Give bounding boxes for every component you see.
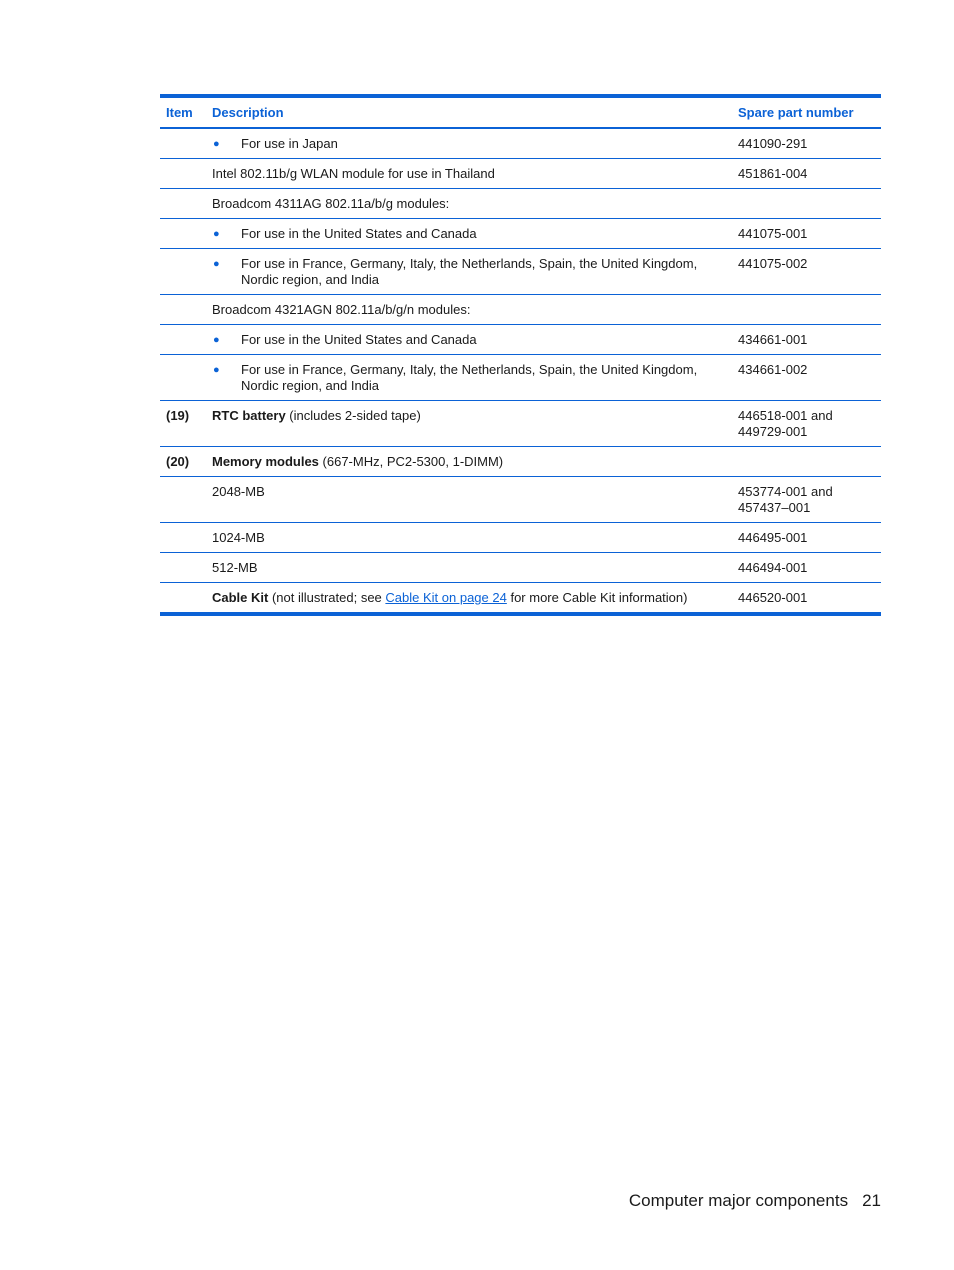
row-description: 2048-MB: [212, 484, 265, 499]
row-spare-part-number: 441075-001: [738, 226, 808, 241]
row-item: [160, 249, 207, 294]
row-spare-part-number: [732, 447, 881, 476]
row-description-text: For use in France, Germany, Italy, the Netherlands, Spain, the United Kingdom, Nordic region, and India: [241, 362, 698, 393]
row-description: [207, 249, 732, 294]
row-description-text: For use in the United States and Canada: [241, 226, 477, 241]
row-spare-part-number: [732, 189, 881, 218]
row-description-pre: (not illustrated; see: [268, 590, 386, 605]
footer-section-title: Computer major components: [628, 1191, 849, 1210]
row-item: [160, 355, 207, 400]
table-header-row: [160, 98, 881, 129]
table-row: [160, 553, 881, 583]
bullet-icon: ●: [213, 334, 220, 346]
bullet-icon: ●: [213, 138, 220, 150]
row-spare-part-number: 446494-001: [738, 560, 808, 575]
table-row: [160, 159, 881, 189]
header-description: Description: [212, 105, 284, 120]
page-footer: [629, 1191, 881, 1211]
row-spare-part-number: 441090-291: [738, 136, 808, 151]
table-row: [160, 477, 881, 523]
row-description-rest: (includes 2-sided tape): [285, 408, 421, 423]
row-description-bold: Memory modules: [212, 454, 319, 469]
row-item: (19): [166, 408, 190, 423]
row-description-text: For use in the United States and Canada: [241, 332, 477, 347]
row-spare-part-number: [732, 295, 881, 324]
row-description: Broadcom 4311AG 802.11a/b/g modules:: [212, 196, 450, 211]
row-description-bold: RTC battery: [212, 408, 286, 423]
row-description: 1024-MB: [212, 530, 265, 545]
table-row: [160, 401, 881, 447]
cable-kit-link[interactable]: Cable Kit on page 24: [385, 590, 507, 605]
row-item: [160, 295, 207, 324]
row-item: [160, 189, 207, 218]
table-row: [160, 447, 881, 477]
bullet-icon: ●: [213, 228, 220, 240]
row-description-rest: (667-MHz, PC2-5300, 1-DIMM): [318, 454, 504, 469]
row-description: [207, 129, 732, 158]
row-spare-part-number: 446520-001: [738, 590, 808, 605]
header-item: Item: [166, 105, 193, 120]
row-spare-part-number: 441075-002: [738, 256, 808, 271]
row-description-bold: Cable Kit: [212, 590, 269, 605]
row-spare-part-number: 451861-004: [738, 166, 808, 181]
table-row: [160, 583, 881, 613]
row-description: [207, 355, 732, 400]
row-item: [160, 219, 207, 248]
table-row: [160, 129, 881, 159]
table-row: [160, 523, 881, 553]
row-description: [207, 583, 732, 612]
row-spare-part-number: 434661-002: [738, 362, 808, 377]
table-row: [160, 219, 881, 249]
row-spare-part-number: 446518-001 and 449729-001: [738, 408, 833, 439]
row-spare-part-number: 453774-001 and 457437–001: [738, 484, 833, 515]
row-description: [207, 401, 732, 446]
row-item: [160, 523, 207, 552]
spare-parts-table: [160, 94, 881, 616]
table-row: [160, 189, 881, 219]
row-spare-part-number: 446495-001: [738, 530, 808, 545]
row-item: [160, 477, 207, 522]
header-spare-part-number: Spare part number: [738, 105, 854, 120]
row-description-text: For use in Japan: [241, 136, 338, 151]
row-description: Intel 802.11b/g WLAN module for use in Thailand: [212, 166, 495, 181]
row-description-post: for more Cable Kit information): [506, 590, 688, 605]
bullet-icon: ●: [213, 364, 220, 376]
table-row: [160, 355, 881, 401]
row-item: [160, 583, 207, 612]
table-row: [160, 325, 881, 355]
row-item: (20): [166, 454, 190, 469]
table-row: [160, 249, 881, 295]
page-number: 21: [862, 1191, 881, 1210]
table-bottom-rule: [160, 612, 881, 616]
row-description-text: For use in France, Germany, Italy, the Netherlands, Spain, the United Kingdom, Nordic region, and India: [241, 256, 698, 287]
row-item: [160, 553, 207, 582]
table-row: [160, 295, 881, 325]
row-item: [160, 129, 207, 158]
row-description: [207, 447, 732, 476]
row-item: [160, 325, 207, 354]
row-description: Broadcom 4321AGN 802.11a/b/g/n modules:: [212, 302, 471, 317]
row-description: [207, 219, 732, 248]
bullet-icon: ●: [213, 258, 220, 270]
row-item: [160, 159, 207, 188]
row-description: 512-MB: [212, 560, 258, 575]
row-spare-part-number: 434661-001: [738, 332, 808, 347]
row-description: [207, 325, 732, 354]
